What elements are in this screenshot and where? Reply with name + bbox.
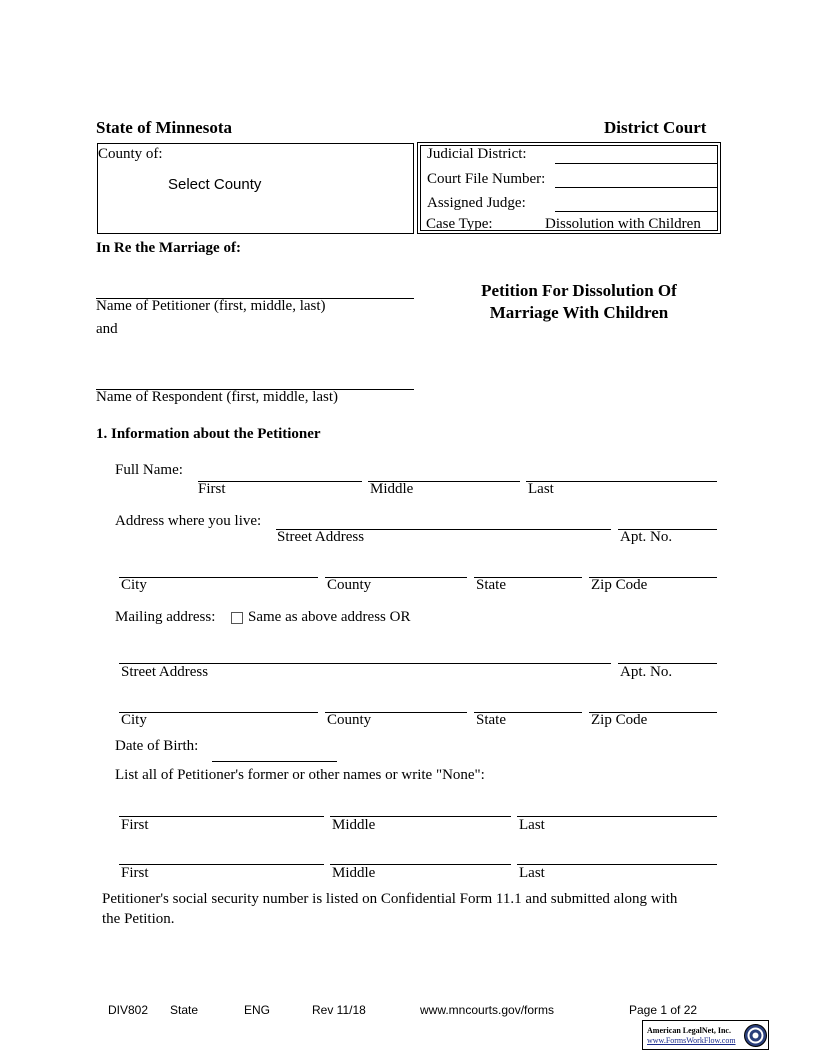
in-re-heading: In Re the Marriage of: [96, 240, 241, 256]
former-first-field-1[interactable] [119, 816, 324, 817]
case-type-value: Dissolution with Children [545, 216, 701, 232]
footer-page: Page 1 of 22 [629, 1003, 698, 1017]
apt-no-label: Apt. No. [620, 529, 673, 545]
court-file-number-field[interactable] [555, 187, 717, 188]
assigned-judge-label: Assigned Judge: [427, 195, 526, 211]
footer-state: State [170, 1003, 199, 1017]
last-name-label: Last [528, 481, 554, 497]
respondent-name-label: Name of Respondent (first, middle, last) [96, 389, 339, 405]
footer-url[interactable]: www.mncourts.gov/forms [420, 1003, 555, 1017]
mailing-address-label: Mailing address: [115, 609, 216, 625]
petitioner-name-label: Name of Petitioner (first, middle, last) [96, 298, 326, 314]
mailing-state-label: State [476, 712, 506, 728]
legalnet-logo [642, 1020, 769, 1050]
ssn-notice-line1: Petitioner's social security number is listed on Confidential Form 11.1 and submitted along with [102, 891, 678, 907]
former-last-label-2: Last [519, 865, 545, 881]
mailing-city-field[interactable] [119, 712, 318, 713]
county-select[interactable]: Select County [168, 176, 262, 193]
mailing-apt-label: Apt. No. [620, 664, 673, 680]
mailing-city-label: City [121, 712, 147, 728]
last-name-field[interactable] [526, 481, 717, 482]
mailing-county-label: County [327, 712, 372, 728]
former-names-label: List all of Petitioner's former or other names or write "None": [115, 767, 485, 783]
assigned-judge-field[interactable] [555, 211, 717, 212]
footer-lang: ENG [244, 1003, 271, 1017]
city-label: City [121, 577, 147, 593]
former-middle-label-2: Middle [332, 865, 376, 881]
judicial-district-field[interactable] [555, 163, 717, 164]
former-first-field-2[interactable] [119, 864, 324, 865]
mailing-street-label: Street Address [121, 664, 209, 680]
same-as-above-checkbox[interactable] [231, 612, 243, 624]
former-last-field-1[interactable] [517, 816, 717, 817]
former-last-field-2[interactable] [517, 864, 717, 865]
state-heading: State of Minnesota [96, 118, 232, 137]
mailing-zip-label: Zip Code [591, 712, 648, 728]
court-file-number-label: Court File Number: [427, 171, 546, 187]
middle-name-label: Middle [370, 481, 414, 497]
logo-globe-icon [743, 1023, 768, 1048]
footer-form-id: DIV802 [108, 1003, 149, 1017]
former-last-label-1: Last [519, 817, 545, 833]
first-name-label: First [198, 481, 226, 497]
street-address-label: Street Address [277, 529, 365, 545]
former-first-label-2: First [121, 865, 149, 881]
full-name-label: Full Name: [115, 462, 183, 478]
logo-company-name: American LegalNet, Inc. [647, 1026, 731, 1035]
same-as-above-label: Same as above address OR [248, 609, 411, 625]
city-field[interactable] [119, 577, 318, 578]
address-label: Address where you live: [115, 513, 262, 529]
judicial-district-label: Judicial District: [427, 146, 527, 162]
court-heading: District Court [604, 118, 707, 137]
former-middle-label-1: Middle [332, 817, 376, 833]
dob-label: Date of Birth: [115, 738, 199, 754]
county-label-2: County [327, 577, 372, 593]
form-title-line2: Marriage With Children [489, 303, 669, 322]
dob-field[interactable] [212, 761, 337, 762]
former-first-label-1: First [121, 817, 149, 833]
zip-code-label: Zip Code [591, 577, 648, 593]
and-text: and [96, 321, 118, 337]
footer-rev: Rev 11/18 [312, 1003, 366, 1017]
ssn-notice-line2: the Petition. [102, 911, 175, 927]
form-title-line1: Petition For Dissolution Of [481, 281, 677, 300]
state-label: State [476, 577, 506, 593]
county-label: County of: [98, 146, 163, 162]
case-type-label: Case Type: [426, 216, 493, 232]
logo-url: www.FormsWorkFlow.com [647, 1036, 736, 1045]
section1-heading: 1. Information about the Petitioner [96, 426, 321, 442]
